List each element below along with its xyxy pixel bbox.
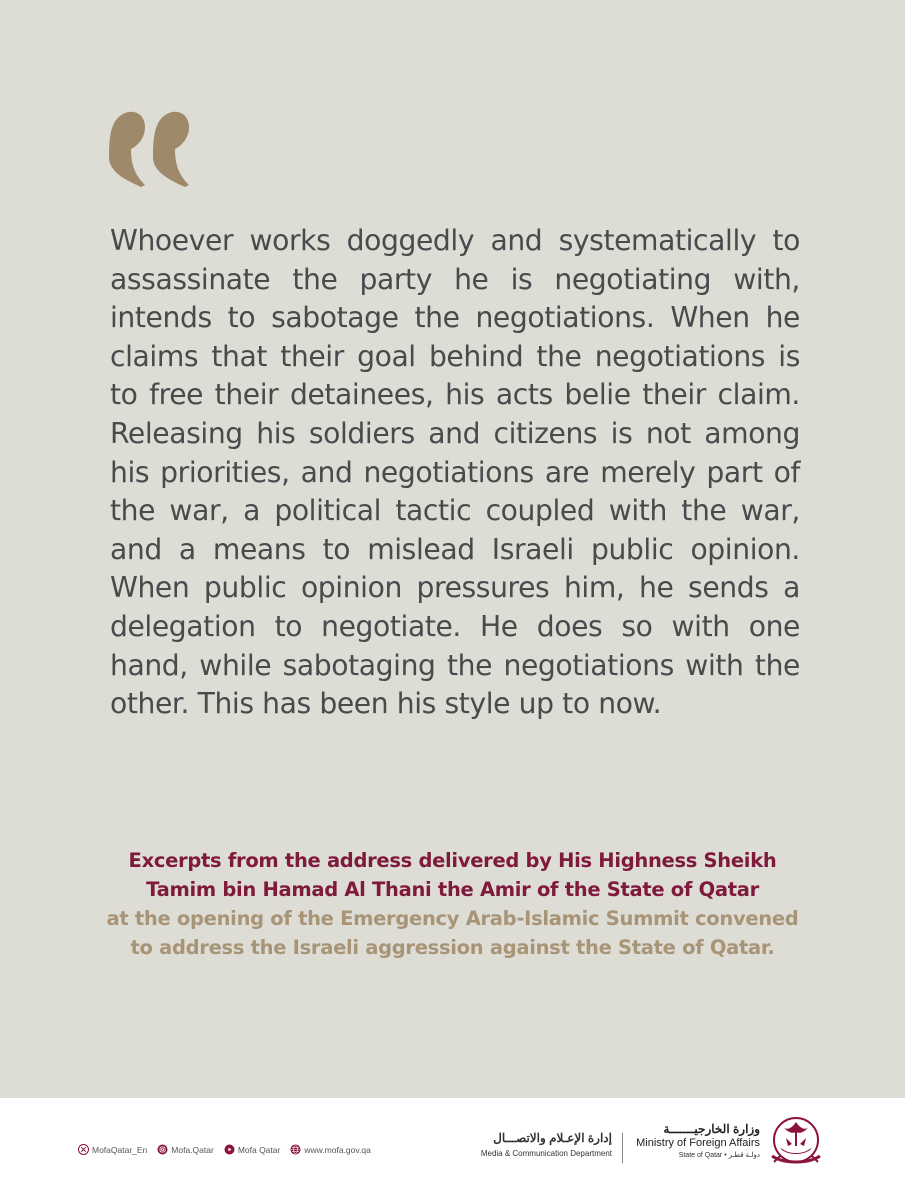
social-links [78,1144,371,1155]
media-department-arabic: إدارة الإعـلام والاتصـــال [493,1131,612,1145]
attribution-line-3: at the opening of the Emergency Arab-Islamic Summit convened [106,907,799,930]
media-department-logo [462,1131,612,1161]
attribution [60,846,845,962]
state-of-qatar: State of Qatar • دولـة قطـر [678,1152,760,1159]
social-label-x: MofaQatar_En [92,1144,148,1155]
attribution-line-2: Tamim bin Hamad Al Thani the Amir of the State of Qatar [146,878,759,901]
qatar-emblem-icon [766,1110,826,1170]
quotation-mark-icon [105,95,195,195]
social-link-website[interactable] [290,1144,370,1155]
media-department-english: Media & Communication Department [480,1149,612,1158]
attribution-line-4: to address the Israeli aggression against the State of Qatar. [130,936,775,959]
social-link-x[interactable] [78,1144,147,1155]
x-icon [78,1144,89,1155]
globe-icon [290,1144,301,1155]
ministry-logo-text [630,1122,760,1161]
ministry-arabic: وزارة الخارجيـــــــة [663,1122,760,1136]
social-label-website: www.mofa.gov.qa [304,1144,371,1155]
social-link-instagram[interactable] [157,1144,214,1155]
attribution-line-1: Excerpts from the address delivered by His Highness Sheikh [128,849,777,872]
social-link-youtube[interactable] [224,1144,281,1155]
quote-text: Whoever works doggedly and systematically to assassinate the party he is negotiating with, intends to sabotage the negotiations. When he claims that their goal behind the negotiations is to free their detainees, his acts belie their claim. Releasing his soldiers and citizens is not among his priorities, and negotiations are merely part of the war, a political tactic coupled with the war, and a means to mislead Israeli public opinion. When public opinion pressures him, he sends a delegation to negotiate. He does so with one hand, while sabotaging the negotiations with the other. This has been his style up to now. [110,224,800,721]
social-label-youtube: Mofa Qatar [237,1144,281,1155]
footer-divider [622,1133,623,1163]
instagram-icon [157,1144,168,1155]
youtube-icon [224,1144,235,1155]
ministry-english: Ministry of Foreign Affairs [636,1137,760,1149]
social-label-instagram: Mofa.Qatar [171,1144,214,1155]
